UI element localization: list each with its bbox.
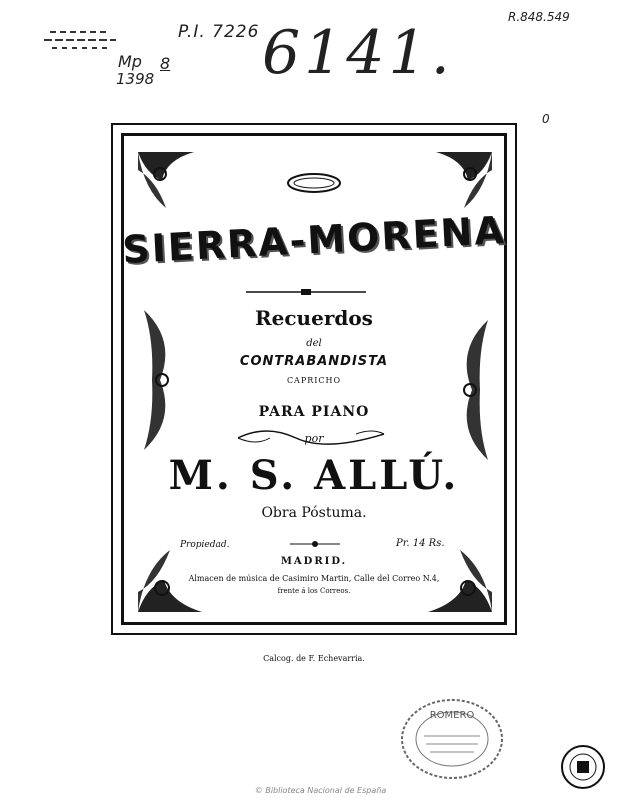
city-label: MADRID. — [280, 556, 348, 567]
title-divider-icon — [246, 288, 366, 296]
piece-title: SIERRA-MORENA — [121, 207, 507, 273]
subtitle-del: del — [306, 338, 322, 349]
ornament-top-right-icon — [434, 150, 494, 210]
catalog-code-annotation: P.I. 7226 — [178, 22, 260, 42]
genre-label: CAPRICHO — [286, 376, 342, 385]
library-seal-icon — [560, 744, 606, 790]
publisher-line-2: frente á los Correos. — [277, 587, 351, 595]
publisher-line-1: Almacen de música de Casimiro Martin, Calle del Correo N.4, — [188, 574, 440, 583]
small-divider-icon — [290, 540, 340, 548]
mp-label-annotation: Mp — [118, 52, 142, 71]
oval-ornament-icon — [286, 172, 342, 194]
dash-marks-icon — [40, 28, 120, 58]
large-handwritten-number: 6141. — [262, 18, 454, 88]
mp-number-annotation: 8 — [160, 54, 171, 73]
small-mark-annotation: 0 — [542, 112, 550, 126]
round-stamp-text: ROMERO — [429, 710, 475, 721]
copyright-notice: © Biblioteca Nacional de España — [254, 786, 387, 795]
rights-label: Propiedad. — [180, 540, 230, 550]
work-note: Obra Póstuma. — [261, 505, 367, 521]
instrument-label: PARA PIANO — [258, 404, 370, 420]
ornament-top-left-icon — [136, 150, 196, 210]
lithographer-credit: Calcog. de F. Echevarria. — [263, 654, 365, 663]
round-stamp-icon — [400, 698, 504, 780]
composer-name: M. S. ALLÚ. — [168, 452, 460, 499]
price-label: Pr. 14 Rs. — [396, 538, 445, 549]
shelfmark-annotation: R.848.549 — [508, 10, 570, 24]
by-label: por — [304, 432, 324, 445]
subtitle-contrabandista: CONTRABANDISTA — [239, 354, 389, 369]
library-seal-text: BIBLIOTECA NACIONAL MADRID — [540, 792, 558, 793]
subtitle-recuerdos: Recuerdos — [255, 306, 373, 330]
mp-second-line-annotation: 1398 — [116, 70, 155, 88]
